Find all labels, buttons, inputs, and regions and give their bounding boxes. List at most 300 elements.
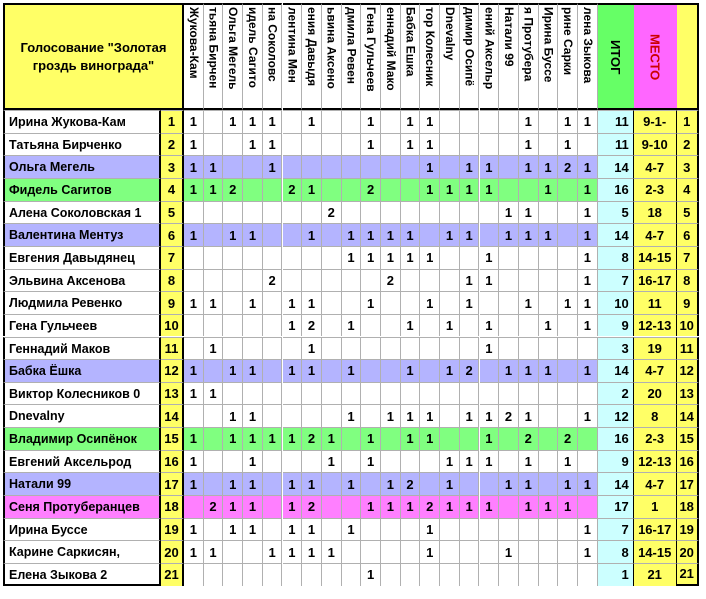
mesto-value: 16-17 bbox=[634, 269, 677, 292]
mesto-value: 8 bbox=[634, 404, 677, 427]
vote-cell: 1 bbox=[342, 518, 362, 541]
vote-cell bbox=[381, 540, 401, 563]
vote-cell bbox=[204, 201, 224, 224]
vote-cell bbox=[263, 404, 283, 427]
vote-cell bbox=[283, 382, 303, 405]
vote-cell bbox=[558, 359, 578, 382]
vote-cell bbox=[558, 404, 578, 427]
vote-cell: 1 bbox=[539, 359, 559, 382]
vote-cell bbox=[499, 133, 519, 156]
vote-cell bbox=[460, 518, 480, 541]
vote-cell: 1 bbox=[460, 155, 480, 178]
vote-cell: 1 bbox=[322, 540, 342, 563]
vote-cell: 1 bbox=[420, 133, 440, 156]
itog-value: 3 bbox=[598, 337, 634, 360]
mesto-value: 11 bbox=[634, 291, 677, 314]
participant-number: 7 bbox=[161, 246, 184, 269]
participant-name: Геннадий Маков bbox=[3, 337, 161, 360]
vote-cell: 1 bbox=[302, 337, 322, 360]
vote-cell: 1 bbox=[420, 110, 440, 133]
vote-cell: 1 bbox=[440, 495, 460, 518]
sheet-title: Голосование "Золотая гроздь винограда" bbox=[3, 3, 184, 110]
rank-value: 20 bbox=[677, 540, 699, 563]
vote-cell bbox=[440, 540, 460, 563]
vote-cell: 1 bbox=[401, 246, 421, 269]
participant-name: Виктор Колесников 0 bbox=[3, 382, 161, 405]
vote-cell: 1 bbox=[558, 495, 578, 518]
participant-name: Евгения Давыдянец bbox=[3, 246, 161, 269]
vote-cell bbox=[480, 472, 500, 495]
vote-cell: 2 bbox=[401, 472, 421, 495]
vote-cell bbox=[499, 178, 519, 201]
vote-cell bbox=[184, 314, 204, 337]
vote-cell: 1 bbox=[184, 155, 204, 178]
vote-cell bbox=[302, 133, 322, 156]
rank-value: 17 bbox=[677, 472, 699, 495]
vote-cell bbox=[342, 450, 362, 473]
vote-cell bbox=[263, 563, 283, 586]
vote-cell: 1 bbox=[283, 540, 303, 563]
vote-cell bbox=[263, 314, 283, 337]
participant-number: 21 bbox=[161, 563, 184, 586]
vote-cell bbox=[460, 337, 480, 360]
vote-cell bbox=[480, 133, 500, 156]
vote-cell bbox=[460, 246, 480, 269]
itog-value: 5 bbox=[598, 201, 634, 224]
vote-cell bbox=[401, 155, 421, 178]
vote-cell: 1 bbox=[519, 133, 539, 156]
vote-cell: 1 bbox=[302, 472, 322, 495]
column-header bbox=[381, 3, 401, 110]
mesto-value: 20 bbox=[634, 382, 677, 405]
vote-cell bbox=[283, 155, 303, 178]
column-header bbox=[302, 3, 322, 110]
vote-cell: 1 bbox=[519, 495, 539, 518]
vote-cell bbox=[499, 427, 519, 450]
vote-cell bbox=[381, 178, 401, 201]
vote-cell bbox=[460, 314, 480, 337]
column-header bbox=[243, 3, 263, 110]
column-header bbox=[558, 3, 578, 110]
vote-cell: 1 bbox=[480, 178, 500, 201]
vote-cell: 1 bbox=[283, 495, 303, 518]
vote-cell bbox=[480, 359, 500, 382]
vote-cell: 1 bbox=[361, 495, 381, 518]
vote-cell: 1 bbox=[263, 155, 283, 178]
participant-number: 15 bbox=[161, 427, 184, 450]
vote-cell bbox=[381, 133, 401, 156]
vote-cell bbox=[361, 337, 381, 360]
vote-cell bbox=[539, 337, 559, 360]
vote-cell: 1 bbox=[184, 291, 204, 314]
vote-cell bbox=[223, 563, 243, 586]
vote-cell bbox=[322, 495, 342, 518]
vote-cell bbox=[184, 404, 204, 427]
vote-cell bbox=[578, 563, 598, 586]
rank-value: 18 bbox=[677, 495, 699, 518]
vote-cell bbox=[539, 133, 559, 156]
column-header-label: я Протубера bbox=[521, 7, 536, 82]
column-header-label: тьяна Бирчен bbox=[206, 7, 221, 89]
vote-cell: 1 bbox=[401, 359, 421, 382]
vote-cell bbox=[519, 269, 539, 292]
participant-name: Натали 99 bbox=[3, 472, 161, 495]
vote-cell: 1 bbox=[283, 291, 303, 314]
vote-cell bbox=[420, 450, 440, 473]
vote-cell bbox=[263, 291, 283, 314]
itog-value: 1 bbox=[598, 563, 634, 586]
mesto-header-label: МЕСТО bbox=[647, 34, 663, 81]
mesto-value: 4-7 bbox=[634, 155, 677, 178]
vote-cell: 1 bbox=[381, 472, 401, 495]
column-header-label: еннадий Мако bbox=[383, 7, 398, 91]
vote-cell bbox=[401, 337, 421, 360]
vote-cell: 1 bbox=[401, 404, 421, 427]
vote-cell bbox=[519, 540, 539, 563]
vote-cell bbox=[204, 518, 224, 541]
vote-cell bbox=[204, 359, 224, 382]
vote-cell: 1 bbox=[440, 359, 460, 382]
vote-cell bbox=[204, 472, 224, 495]
vote-cell bbox=[401, 450, 421, 473]
participant-number: 3 bbox=[161, 155, 184, 178]
vote-cell: 2 bbox=[302, 314, 322, 337]
vote-cell bbox=[440, 382, 460, 405]
vote-cell bbox=[243, 563, 263, 586]
column-header bbox=[519, 3, 539, 110]
mesto-value: 4-7 bbox=[634, 359, 677, 382]
participant-number: 8 bbox=[161, 269, 184, 292]
vote-cell bbox=[283, 133, 303, 156]
vote-cell: 1 bbox=[539, 495, 559, 518]
vote-cell: 1 bbox=[283, 427, 303, 450]
participant-number: 13 bbox=[161, 382, 184, 405]
column-header-label: Натали 99 bbox=[502, 7, 517, 67]
vote-cell bbox=[243, 314, 263, 337]
vote-cell: 1 bbox=[184, 382, 204, 405]
vote-cell: 1 bbox=[223, 359, 243, 382]
column-header bbox=[184, 3, 204, 110]
vote-cell: 1 bbox=[342, 223, 362, 246]
vote-cell: 1 bbox=[243, 495, 263, 518]
vote-cell bbox=[401, 291, 421, 314]
itog-value: 11 bbox=[598, 110, 634, 133]
vote-cell: 2 bbox=[361, 178, 381, 201]
rank-header bbox=[677, 3, 699, 110]
rank-value: 9 bbox=[677, 291, 699, 314]
vote-cell bbox=[302, 155, 322, 178]
vote-cell: 2 bbox=[223, 178, 243, 201]
column-header-label: Dnevalny bbox=[442, 7, 457, 61]
column-header bbox=[480, 3, 500, 110]
vote-cell bbox=[223, 337, 243, 360]
vote-cell bbox=[519, 337, 539, 360]
column-header-label: Ольга Мегель bbox=[226, 7, 241, 90]
vote-cell bbox=[381, 155, 401, 178]
vote-cell: 1 bbox=[499, 359, 519, 382]
vote-cell: 1 bbox=[184, 110, 204, 133]
participant-number: 5 bbox=[161, 201, 184, 224]
vote-cell: 1 bbox=[223, 223, 243, 246]
vote-cell bbox=[420, 337, 440, 360]
vote-cell bbox=[381, 291, 401, 314]
participant-number: 9 bbox=[161, 291, 184, 314]
participant-name: Валентина Ментуз bbox=[3, 223, 161, 246]
vote-cell bbox=[558, 223, 578, 246]
vote-cell bbox=[499, 495, 519, 518]
vote-cell bbox=[480, 223, 500, 246]
vote-cell bbox=[223, 540, 243, 563]
itog-value: 17 bbox=[598, 495, 634, 518]
rank-value: 10 bbox=[677, 314, 699, 337]
vote-cell: 1 bbox=[578, 269, 598, 292]
vote-cell bbox=[440, 427, 460, 450]
column-header-label: ьвина Аксено bbox=[324, 7, 339, 89]
vote-cell: 1 bbox=[361, 110, 381, 133]
vote-cell: 1 bbox=[420, 155, 440, 178]
vote-cell bbox=[440, 110, 460, 133]
column-header bbox=[420, 3, 440, 110]
vote-cell: 1 bbox=[578, 540, 598, 563]
column-header-label: дмила Ревен bbox=[344, 7, 359, 85]
vote-cell bbox=[263, 337, 283, 360]
vote-cell bbox=[420, 563, 440, 586]
vote-cell: 1 bbox=[361, 563, 381, 586]
vote-cell bbox=[381, 337, 401, 360]
vote-cell bbox=[401, 178, 421, 201]
vote-cell bbox=[499, 269, 519, 292]
vote-cell: 1 bbox=[243, 110, 263, 133]
vote-cell: 1 bbox=[480, 246, 500, 269]
vote-cell bbox=[283, 337, 303, 360]
rank-value: 3 bbox=[677, 155, 699, 178]
vote-cell: 1 bbox=[263, 427, 283, 450]
vote-cell: 1 bbox=[401, 110, 421, 133]
vote-cell bbox=[204, 223, 224, 246]
vote-cell bbox=[519, 518, 539, 541]
vote-cell: 1 bbox=[204, 382, 224, 405]
vote-cell: 1 bbox=[440, 472, 460, 495]
participant-name: Бабка Ёшка bbox=[3, 359, 161, 382]
column-header bbox=[460, 3, 480, 110]
column-header bbox=[223, 3, 243, 110]
vote-cell: 1 bbox=[361, 427, 381, 450]
mesto-value: 18 bbox=[634, 201, 677, 224]
vote-cell: 1 bbox=[539, 314, 559, 337]
vote-cell bbox=[539, 404, 559, 427]
vote-cell bbox=[322, 337, 342, 360]
vote-cell: 1 bbox=[184, 540, 204, 563]
vote-cell: 1 bbox=[184, 472, 204, 495]
column-header-label: рине Сарки bbox=[561, 7, 576, 76]
column-header-label: на Соколовс bbox=[265, 7, 280, 82]
vote-cell bbox=[361, 269, 381, 292]
vote-cell: 1 bbox=[302, 291, 322, 314]
vote-cell bbox=[263, 495, 283, 518]
vote-cell bbox=[460, 563, 480, 586]
column-header-label: тор Колесник bbox=[423, 7, 438, 87]
vote-cell: 1 bbox=[243, 223, 263, 246]
vote-cell: 1 bbox=[342, 246, 362, 269]
vote-cell: 2 bbox=[460, 359, 480, 382]
itog-value: 2 bbox=[598, 382, 634, 405]
vote-cell: 1 bbox=[381, 246, 401, 269]
vote-cell: 1 bbox=[204, 540, 224, 563]
vote-cell: 1 bbox=[440, 223, 460, 246]
vote-cell: 1 bbox=[361, 291, 381, 314]
vote-cell bbox=[420, 382, 440, 405]
vote-cell: 1 bbox=[480, 155, 500, 178]
vote-cell bbox=[558, 382, 578, 405]
vote-cell bbox=[499, 314, 519, 337]
mesto-value: 1 bbox=[634, 495, 677, 518]
mesto-value: 9-10 bbox=[634, 133, 677, 156]
vote-cell: 2 bbox=[322, 201, 342, 224]
vote-cell bbox=[539, 472, 559, 495]
vote-cell bbox=[184, 269, 204, 292]
vote-cell: 1 bbox=[578, 201, 598, 224]
vote-cell bbox=[243, 246, 263, 269]
vote-cell bbox=[204, 427, 224, 450]
participant-name: Dnevalny bbox=[3, 404, 161, 427]
vote-cell bbox=[204, 314, 224, 337]
vote-cell bbox=[342, 269, 362, 292]
vote-cell bbox=[283, 223, 303, 246]
vote-cell bbox=[440, 404, 460, 427]
vote-cell bbox=[223, 450, 243, 473]
vote-cell: 1 bbox=[578, 291, 598, 314]
vote-cell: 1 bbox=[539, 223, 559, 246]
vote-cell: 1 bbox=[302, 359, 322, 382]
rank-value: 7 bbox=[677, 246, 699, 269]
vote-cell bbox=[381, 359, 401, 382]
vote-cell bbox=[223, 269, 243, 292]
vote-cell: 1 bbox=[480, 495, 500, 518]
vote-cell: 1 bbox=[558, 110, 578, 133]
vote-cell: 1 bbox=[381, 495, 401, 518]
vote-cell: 2 bbox=[283, 178, 303, 201]
vote-cell bbox=[539, 450, 559, 473]
vote-cell bbox=[401, 563, 421, 586]
vote-cell bbox=[460, 427, 480, 450]
participant-name: Ирина Буссе bbox=[3, 518, 161, 541]
participant-name: Эльвина Аксенова bbox=[3, 269, 161, 292]
vote-cell bbox=[223, 246, 243, 269]
vote-cell bbox=[302, 382, 322, 405]
vote-cell: 1 bbox=[243, 133, 263, 156]
vote-cell bbox=[480, 518, 500, 541]
column-header bbox=[283, 3, 303, 110]
vote-cell: 1 bbox=[184, 178, 204, 201]
vote-cell: 1 bbox=[480, 404, 500, 427]
itog-value: 14 bbox=[598, 472, 634, 495]
vote-cell bbox=[460, 382, 480, 405]
vote-cell bbox=[243, 540, 263, 563]
vote-cell bbox=[361, 359, 381, 382]
vote-cell: 1 bbox=[460, 404, 480, 427]
vote-cell: 2 bbox=[558, 155, 578, 178]
vote-cell bbox=[381, 201, 401, 224]
mesto-value: 19 bbox=[634, 337, 677, 360]
vote-cell bbox=[401, 201, 421, 224]
column-header bbox=[499, 3, 519, 110]
vote-cell: 1 bbox=[342, 359, 362, 382]
vote-cell: 1 bbox=[361, 223, 381, 246]
vote-cell: 2 bbox=[381, 269, 401, 292]
vote-cell: 1 bbox=[361, 246, 381, 269]
vote-cell: 1 bbox=[578, 359, 598, 382]
vote-cell: 1 bbox=[184, 223, 204, 246]
rank-value: 6 bbox=[677, 223, 699, 246]
vote-cell: 1 bbox=[401, 427, 421, 450]
vote-cell bbox=[381, 450, 401, 473]
vote-cell bbox=[440, 133, 460, 156]
vote-cell: 1 bbox=[401, 133, 421, 156]
vote-cell bbox=[440, 201, 460, 224]
participant-name: Сеня Протуберанцев bbox=[3, 495, 161, 518]
vote-cell bbox=[322, 382, 342, 405]
vote-cell bbox=[342, 495, 362, 518]
vote-cell bbox=[499, 518, 519, 541]
vote-cell: 2 bbox=[302, 495, 322, 518]
vote-cell: 1 bbox=[578, 472, 598, 495]
participant-number: 16 bbox=[161, 450, 184, 473]
vote-cell bbox=[223, 133, 243, 156]
vote-cell bbox=[499, 291, 519, 314]
vote-cell bbox=[578, 450, 598, 473]
vote-cell bbox=[184, 337, 204, 360]
rank-value: 12 bbox=[677, 359, 699, 382]
vote-cell: 1 bbox=[184, 427, 204, 450]
vote-cell bbox=[558, 540, 578, 563]
vote-cell: 1 bbox=[539, 178, 559, 201]
vote-cell: 1 bbox=[361, 450, 381, 473]
vote-cell bbox=[204, 563, 224, 586]
vote-cell: 1 bbox=[420, 427, 440, 450]
vote-cell: 1 bbox=[243, 427, 263, 450]
vote-cell: 1 bbox=[420, 404, 440, 427]
vote-cell: 1 bbox=[283, 314, 303, 337]
vote-cell bbox=[302, 246, 322, 269]
vote-cell: 1 bbox=[263, 540, 283, 563]
mesto-value: 4-7 bbox=[634, 472, 677, 495]
vote-cell bbox=[243, 382, 263, 405]
itog-value: 9 bbox=[598, 450, 634, 473]
vote-cell: 2 bbox=[302, 427, 322, 450]
vote-cell bbox=[342, 201, 362, 224]
vote-cell bbox=[302, 269, 322, 292]
column-header bbox=[204, 3, 224, 110]
vote-cell bbox=[539, 291, 559, 314]
vote-cell bbox=[440, 155, 460, 178]
vote-cell bbox=[539, 518, 559, 541]
vote-cell: 1 bbox=[283, 359, 303, 382]
vote-cell: 1 bbox=[539, 155, 559, 178]
vote-cell bbox=[480, 110, 500, 133]
vote-cell: 1 bbox=[184, 359, 204, 382]
vote-cell bbox=[263, 518, 283, 541]
participant-number: 18 bbox=[161, 495, 184, 518]
vote-cell: 2 bbox=[263, 269, 283, 292]
column-header bbox=[361, 3, 381, 110]
participant-number: 4 bbox=[161, 178, 184, 201]
vote-cell: 1 bbox=[420, 518, 440, 541]
vote-cell: 1 bbox=[184, 450, 204, 473]
participant-name: Ирина Жукова-Кам bbox=[3, 110, 161, 133]
vote-cell bbox=[361, 155, 381, 178]
vote-cell bbox=[184, 246, 204, 269]
vote-cell bbox=[302, 450, 322, 473]
